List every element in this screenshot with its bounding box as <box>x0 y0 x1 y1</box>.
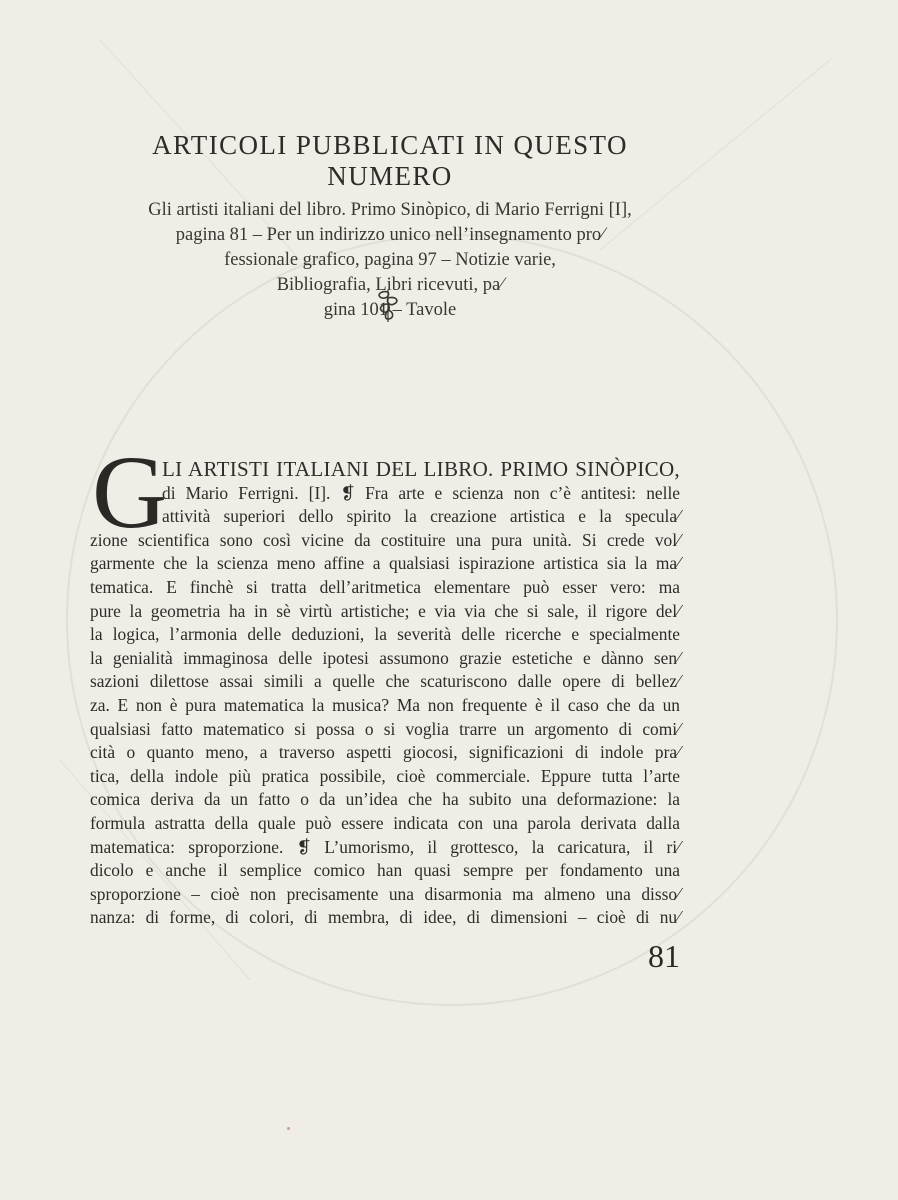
text-line: sproporzione – cioè non precisamente una disarmonia ma almeno una disso⁄ <box>90 883 680 904</box>
text-line: matematica: sproporzione. ❡ L’umorismo, il grottesco, la caricatura, il ri⁄ <box>90 836 680 857</box>
paper-speck <box>287 1127 290 1130</box>
text-line: la logica, l’armonia delle deduzioni, la severità delle ricerche e specialmente <box>90 624 680 645</box>
text-line: garmente che la scienza meno affine a qualsiasi ispirazione artistica sia la ma⁄ <box>90 553 680 574</box>
toc-title: ARTICOLI PUBBLICATI IN QUESTO NUMERO <box>152 130 628 191</box>
toc-line: fessionale grafico, pagina 97 – Notizie varie, <box>224 250 556 270</box>
text-line: zione scientifica sono così vicine da costituire una pura unità. Si crede vol⁄ <box>90 529 680 550</box>
floral-ornament-icon <box>368 288 408 324</box>
text-line: di Mario Ferrigni. [I]. ❡ Fra arte e scienza non c’è antitesi: nelle <box>162 482 680 503</box>
text-line: dicolo e anche il semplice comico han quasi sempre per fondamento una <box>90 860 680 881</box>
text-line: tica, della indole più pratica possibile, cioè commerciale. Eppure tutta l’arte <box>90 765 680 786</box>
text-line: comica deriva da un fatto o da un’idea che ha subito una deformazione: la <box>90 789 680 810</box>
text-line: cità o quanto meno, a traverso aspetti giocosi, significazioni di indole pra⁄ <box>90 742 680 763</box>
toc-line: pagina 81 – Per un indirizzo unico nell’insegnamento pro⁄ <box>175 225 605 245</box>
toc-line: Gli artisti italiani del libro. Primo Sinòpico, di Mario Ferrigni [I], <box>148 200 632 220</box>
text-line: la genialità immaginosa delle ipotesi assumono grazie estetiche e dànno sen⁄ <box>90 647 680 668</box>
text-line: nanza: di forme, di colori, di membra, di idee, di dimensioni – cioè di nu⁄ <box>90 907 680 928</box>
drop-cap: G <box>92 435 168 550</box>
text-line: formula astratta della quale può essere indicata con una parola derivata dalla <box>90 812 680 833</box>
text-line: attività superiori dello spirito la creazione artistica e la specula⁄ <box>162 506 680 527</box>
page-number: 81 <box>648 938 680 974</box>
toc-line: gina 101 – Tavole <box>323 300 457 320</box>
article-heading: LI ARTISTI ITALIANI DEL LIBRO. PRIMO SINÒPICO, <box>162 457 680 481</box>
text-line: za. E non è pura matematica la musica? Ma non frequente è il caso che da un <box>90 694 680 715</box>
toc-line: Bibliografia, Libri ricevuti, pa⁄ <box>276 275 504 295</box>
text-line: tematica. E finchè si tratta dell’aritmetica elementare può esser vero: ma <box>90 576 680 597</box>
article-body <box>90 458 680 930</box>
text-line: sazioni dilettose assai simili a quelle che scaturiscono dalle opere di bellez⁄ <box>90 671 680 692</box>
text-line: qualsiasi fatto matematico si possa o si voglia trarre un argomento di comi⁄ <box>90 718 680 739</box>
text-line: pure la geometria ha in sè virtù artistiche; e via via che si sale, il rigore del⁄ <box>90 600 680 621</box>
